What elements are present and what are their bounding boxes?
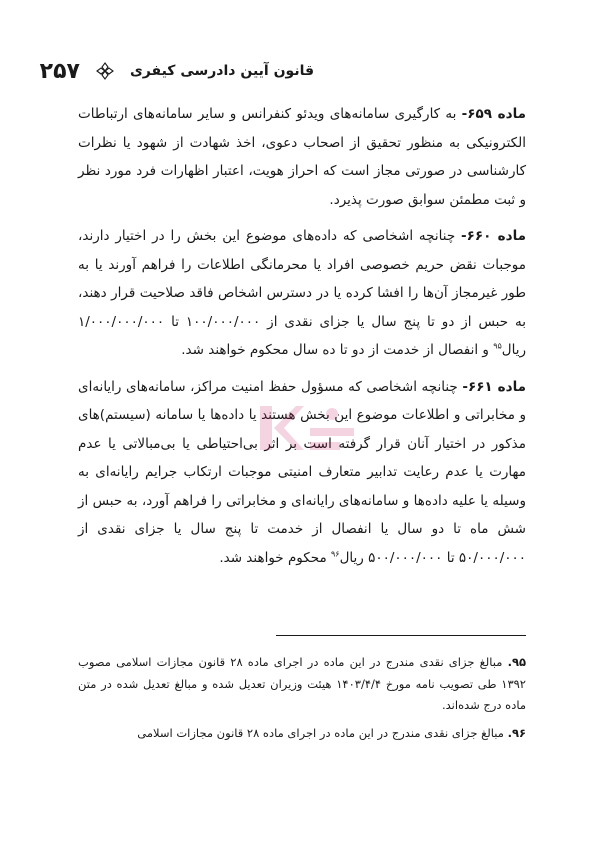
running-header [39,56,314,86]
article-body: چنانچه اشخاصی که مسؤول حفظ امنیت مراکز، سامانه‌های رایانه‌ای و مخابراتی و اطلاعات موضوع این بخش هستند یا داده‌ها یا سامانه (سیستم)‌های مذکور در اختیار آنان قرار گرفته است بر اثر بی‌احتیاطی یا بی‌مبالاتی یا عدم مهارت یا عدم رعایت تدابیر متعارف امنیتی موجبات ارتکاب جرایم رایانه‌ای به وسیله یا علیه داده‌ها و سامانه‌های رایانه‌ای و مخابراتی را فراهم آورد، به حبس از شش ماه تا دو سال یا انفصال از خدمت تا پنج سال یا جزای نقدی از ۵۰/۰۰۰/۰۰۰ تا ۵۰۰/۰۰۰/۰۰۰ ریال [78,378,526,566]
article-body-end: و انفصال از خدمت از دو تا ده سال محکوم خواهند شد. [181,342,494,358]
article-body-end: محکوم خواهند شد. [219,549,331,566]
footnotes [78,652,526,750]
article-660 [78,222,526,365]
publisher-logo-watermark [252,398,362,458]
footnote-text: مبالغ جزای نقدی مندرج در این ماده در اجرای ماده ۲۸ قانون مجازات اسلامی [137,725,508,740]
page-number: ۲۵۷ [39,58,80,84]
article-title: ماده ۶۶۱- [462,378,526,395]
article-title: ماده ۶۵۹- [461,106,527,122]
header-title: قانون آیین دادرسی کیفری [129,63,314,79]
footnote-number: ۹۵. [507,655,526,669]
ornament-icon [96,62,114,80]
footnote-number: ۹۶. [507,725,526,740]
article-body: چنانچه اشخاصی که داده‌های موضوع این بخش را در اختیار دارند، موجبات نقض حریم خصوصی افراد یا محرمانگی اطلاعات را فراهم آورند یا به طور غیرمجاز آن‌ها را افشا کرده یا در دسترس اشخاص فاقد صلاحیت قرار دهند، به حبس از دو تا پنج سال یا جزای نقدی از ۱۰۰/۰۰۰/۰۰۰ تا ۱/۰۰۰/۰۰۰/۰۰۰ ریال [78,228,527,358]
footnote-divider [276,635,526,636]
footnote-96 [78,723,526,745]
article-body: به کارگیری سامانه‌های ویدئو کنفرانس و سایر سامانه‌های ارتباطات الکترونیکی به منظور تحقیق از اصحاب دعوی، اخذ شهادت از شهود یا نظرات کارشناسی در صورتی مجاز است که احراز هویت، اعتبار اظهارات فرد مورد نظر و ثبت مطمئن سوابق صورت پذیرد. [78,106,526,208]
footnote-ref-96[interactable]: ۹۶ [330,549,340,558]
main-text [78,100,526,580]
article-title: ماده ۶۶۰- [461,228,526,244]
footnote-text: مبالغ جزای نقدی مندرج در این ماده در اجرای ماده ۲۸ قانون مجازات اسلامی مصوب ۱۳۹۲ طی تصویب نامه مورخ ۱۴۰۳/۴/۴ هیئت وزیران تعدیل شده و مبالغ تعدیل شده در متن ماده درج شده‌اند. [78,655,526,712]
footnote-ref-95[interactable]: ۹۵ [493,341,502,351]
footnote-95 [78,652,526,717]
article-659 [78,100,526,214]
